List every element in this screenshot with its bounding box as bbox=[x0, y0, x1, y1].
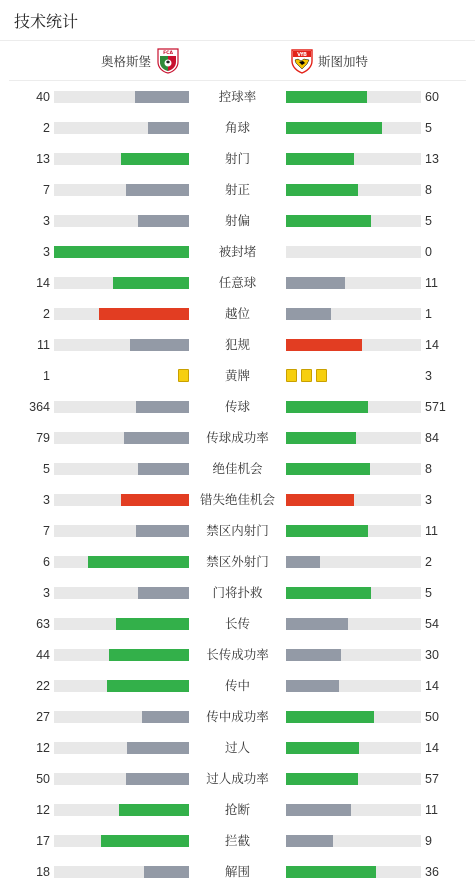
away-stat-value: 3 bbox=[425, 493, 432, 507]
stat-row bbox=[0, 428, 475, 448]
away-stat-value: 1 bbox=[425, 307, 432, 321]
away-stat-bar bbox=[286, 835, 333, 847]
away-stat-value: 57 bbox=[425, 772, 439, 786]
stat-row bbox=[0, 831, 475, 851]
home-stat-value: 3 bbox=[43, 214, 50, 228]
home-stat-value: 22 bbox=[36, 679, 50, 693]
home-stat-bar bbox=[135, 91, 189, 103]
stat-row bbox=[0, 335, 475, 355]
stat-row bbox=[0, 273, 475, 293]
away-stat-bar-track bbox=[286, 153, 421, 165]
stat-label: 长传成功率 bbox=[206, 648, 269, 662]
home-team-name: 奥格斯堡 bbox=[100, 55, 151, 69]
away-stat-value: 14 bbox=[425, 741, 439, 755]
home-stat-value: 7 bbox=[43, 183, 50, 197]
home-stat-bar bbox=[136, 401, 189, 413]
home-stat-bar-track bbox=[54, 308, 189, 320]
away-stat-value: 11 bbox=[425, 276, 438, 290]
stat-row bbox=[0, 800, 475, 820]
home-stat-bar bbox=[121, 494, 189, 506]
home-stat-bar-track bbox=[54, 711, 189, 723]
home-stat-bar-track bbox=[54, 742, 189, 754]
away-stat-bar-track bbox=[286, 308, 421, 320]
away-stat-value: 50 bbox=[425, 710, 439, 724]
home-stat-bar-track bbox=[54, 91, 189, 103]
home-stat-bar bbox=[136, 525, 189, 537]
home-stat-bar-track bbox=[54, 432, 189, 444]
away-stat-bar-track bbox=[286, 525, 421, 537]
home-stat-value: 13 bbox=[36, 152, 50, 166]
stat-label: 射正 bbox=[224, 183, 250, 197]
away-stat-bar-track bbox=[286, 649, 421, 661]
away-stat-value: 84 bbox=[425, 431, 439, 445]
stat-label: 错失绝佳机会 bbox=[199, 493, 275, 507]
home-stat-bar-track bbox=[54, 649, 189, 661]
home-stat-bar bbox=[124, 432, 189, 444]
stat-row bbox=[0, 397, 475, 417]
stat-row bbox=[0, 180, 475, 200]
home-stat-bar bbox=[130, 339, 189, 351]
away-stat-bar bbox=[286, 153, 354, 165]
away-stat-bar-track bbox=[286, 866, 421, 878]
away-stat-bar bbox=[286, 556, 320, 568]
stat-row bbox=[0, 459, 475, 479]
home-stat-bar bbox=[127, 742, 189, 754]
away-stat-bar bbox=[286, 215, 371, 227]
away-stat-bar bbox=[286, 804, 351, 816]
away-stat-value: 11 bbox=[425, 803, 438, 817]
away-stat-bar-track bbox=[286, 246, 421, 258]
home-stat-value: 79 bbox=[36, 431, 50, 445]
away-stat-bar-track bbox=[286, 494, 421, 506]
teams-bar bbox=[9, 41, 466, 81]
away-stat-value: 8 bbox=[425, 462, 432, 476]
stat-label: 抢断 bbox=[224, 803, 250, 817]
stat-row bbox=[0, 521, 475, 541]
away-stat-bar bbox=[286, 618, 348, 630]
away-stat-bar bbox=[286, 277, 345, 289]
stat-label: 过人 bbox=[224, 741, 250, 755]
away-stat-bar bbox=[286, 866, 376, 878]
home-stat-bar bbox=[126, 184, 189, 196]
stat-row bbox=[0, 862, 475, 882]
stat-label: 传中成功率 bbox=[206, 710, 269, 724]
stat-label: 传球成功率 bbox=[206, 431, 269, 445]
home-stat-bar bbox=[142, 711, 189, 723]
stat-label: 禁区外射门 bbox=[206, 555, 269, 569]
away-stat-bar bbox=[286, 339, 362, 351]
home-stat-bar-track bbox=[54, 556, 189, 568]
stats-header bbox=[0, 0, 475, 41]
away-stat-value: 3 bbox=[425, 369, 432, 383]
away-stat-bar-track bbox=[286, 277, 421, 289]
home-stat-bar bbox=[107, 680, 189, 692]
home-stat-value: 40 bbox=[36, 90, 50, 104]
away-stat-value: 5 bbox=[425, 586, 432, 600]
away-stat-bar bbox=[286, 773, 358, 785]
stat-row bbox=[0, 366, 475, 386]
away-stat-bar-track bbox=[286, 184, 421, 196]
home-stat-bar-track bbox=[54, 835, 189, 847]
home-stat-value: 3 bbox=[43, 586, 50, 600]
away-stat-bar-track bbox=[286, 804, 421, 816]
away-stat-value: 14 bbox=[425, 338, 439, 352]
away-stat-bar-track bbox=[286, 401, 421, 413]
away-stat-value: 30 bbox=[425, 648, 439, 662]
stat-label: 角球 bbox=[224, 121, 250, 135]
augsburg-crest-icon bbox=[157, 48, 179, 74]
away-yellow-cards bbox=[286, 369, 331, 383]
home-stat-bar bbox=[101, 835, 189, 847]
home-stat-value: 12 bbox=[36, 803, 50, 817]
stat-label: 门将扑救 bbox=[212, 586, 263, 600]
away-stat-bar bbox=[286, 494, 354, 506]
away-team-name: 斯图加特 bbox=[318, 55, 369, 69]
stat-row bbox=[0, 645, 475, 665]
home-stat-bar-track bbox=[54, 184, 189, 196]
away-stat-value: 9 bbox=[425, 834, 432, 848]
home-stat-bar-track bbox=[54, 153, 189, 165]
home-stat-value: 1 bbox=[43, 369, 50, 383]
home-stat-bar-track bbox=[54, 339, 189, 351]
stat-row bbox=[0, 490, 475, 510]
stat-row bbox=[0, 676, 475, 696]
away-stat-value: 0 bbox=[425, 245, 432, 259]
home-stat-bar bbox=[113, 277, 189, 289]
away-stat-bar-track bbox=[286, 680, 421, 692]
away-stat-value: 571 bbox=[425, 400, 446, 414]
away-stat-bar bbox=[286, 649, 341, 661]
away-stat-bar bbox=[286, 184, 358, 196]
away-stat-value: 14 bbox=[425, 679, 439, 693]
away-stat-bar-track bbox=[286, 587, 421, 599]
stat-row bbox=[0, 242, 475, 262]
home-stat-value: 14 bbox=[36, 276, 50, 290]
home-stat-bar-track bbox=[54, 215, 189, 227]
home-stat-bar bbox=[138, 463, 189, 475]
home-stat-bar-track bbox=[54, 246, 189, 258]
away-stat-value: 5 bbox=[425, 121, 432, 135]
home-stat-bar-track bbox=[54, 587, 189, 599]
away-stat-bar-track bbox=[286, 122, 421, 134]
home-stat-value: 11 bbox=[37, 338, 50, 352]
stat-label: 拦截 bbox=[224, 834, 250, 848]
stat-row bbox=[0, 769, 475, 789]
home-stat-bar-track bbox=[54, 277, 189, 289]
stat-label: 射偏 bbox=[224, 214, 250, 228]
home-stat-bar bbox=[148, 122, 189, 134]
home-stat-value: 7 bbox=[43, 524, 50, 538]
away-stat-bar bbox=[286, 432, 356, 444]
home-stat-bar bbox=[116, 618, 189, 630]
home-stat-bar bbox=[119, 804, 189, 816]
home-stat-value: 3 bbox=[43, 245, 50, 259]
away-stat-value: 13 bbox=[425, 152, 439, 166]
home-yellow-cards bbox=[174, 369, 189, 383]
page-title: 技术统计 bbox=[14, 13, 79, 31]
away-stat-bar-track bbox=[286, 618, 421, 630]
stat-label: 禁区内射门 bbox=[206, 524, 269, 538]
away-stat-bar bbox=[286, 122, 382, 134]
away-stat-value: 60 bbox=[425, 90, 439, 104]
home-stat-bar bbox=[109, 649, 189, 661]
away-stat-bar-track bbox=[286, 432, 421, 444]
home-stat-value: 12 bbox=[36, 741, 50, 755]
away-stat-bar-track bbox=[286, 215, 421, 227]
stat-row bbox=[0, 87, 475, 107]
away-stat-bar-track bbox=[286, 773, 421, 785]
yellow-card-icon bbox=[178, 369, 189, 382]
stat-label: 解围 bbox=[224, 865, 250, 879]
away-stat-value: 2 bbox=[425, 555, 432, 569]
stat-row bbox=[0, 149, 475, 169]
home-stat-bar bbox=[138, 587, 189, 599]
away-stat-bar-track bbox=[286, 711, 421, 723]
away-stat-bar bbox=[286, 91, 367, 103]
home-stat-value: 63 bbox=[36, 617, 50, 631]
away-stat-bar bbox=[286, 711, 374, 723]
home-stat-bar-track bbox=[54, 680, 189, 692]
home-team[interactable] bbox=[101, 41, 179, 81]
stat-row bbox=[0, 211, 475, 231]
stuttgart-crest-icon bbox=[291, 48, 313, 74]
home-stat-bar bbox=[121, 153, 189, 165]
away-team[interactable] bbox=[291, 41, 368, 81]
away-stat-bar-track bbox=[286, 463, 421, 475]
stat-row bbox=[0, 552, 475, 572]
away-stat-bar bbox=[286, 401, 368, 413]
stat-label: 传球 bbox=[224, 400, 250, 414]
away-stat-bar bbox=[286, 525, 368, 537]
away-stat-value: 8 bbox=[425, 183, 432, 197]
stat-label: 控球率 bbox=[218, 90, 257, 104]
stat-label: 绝佳机会 bbox=[212, 462, 263, 476]
home-stat-bar bbox=[144, 866, 189, 878]
stat-row bbox=[0, 707, 475, 727]
away-stat-bar-track bbox=[286, 339, 421, 351]
svg-text:VfB: VfB bbox=[297, 52, 307, 58]
home-stat-value: 364 bbox=[29, 400, 50, 414]
yellow-card-icon bbox=[316, 369, 327, 382]
home-stat-bar bbox=[88, 556, 189, 568]
stat-label: 被封堵 bbox=[218, 245, 257, 259]
home-stat-value: 17 bbox=[36, 834, 50, 848]
stat-row bbox=[0, 614, 475, 634]
away-stat-bar bbox=[286, 742, 359, 754]
stat-label: 过人成功率 bbox=[206, 772, 269, 786]
home-stat-bar-track bbox=[54, 525, 189, 537]
home-stat-value: 6 bbox=[43, 555, 50, 569]
home-stat-bar-track bbox=[54, 618, 189, 630]
home-stat-bar bbox=[138, 215, 189, 227]
home-stat-bar-track bbox=[54, 804, 189, 816]
home-stat-bar bbox=[99, 308, 189, 320]
home-stat-value: 2 bbox=[43, 121, 50, 135]
home-stat-bar-track bbox=[54, 463, 189, 475]
home-stat-value: 27 bbox=[36, 710, 50, 724]
away-stat-bar bbox=[286, 463, 370, 475]
stat-row bbox=[0, 738, 475, 758]
away-stat-bar-track bbox=[286, 556, 421, 568]
stat-label: 任意球 bbox=[218, 276, 257, 290]
away-stat-value: 54 bbox=[425, 617, 439, 631]
home-stat-bar bbox=[126, 773, 189, 785]
stat-row bbox=[0, 304, 475, 324]
away-stat-value: 11 bbox=[425, 524, 438, 538]
home-stat-bar-track bbox=[54, 122, 189, 134]
svg-text:FCA: FCA bbox=[163, 51, 173, 57]
stat-label: 射门 bbox=[224, 152, 250, 166]
stat-label: 黄牌 bbox=[224, 369, 250, 383]
home-stat-bar-track bbox=[54, 773, 189, 785]
home-stat-bar-track bbox=[54, 494, 189, 506]
home-stat-value: 3 bbox=[43, 493, 50, 507]
stat-label: 长传 bbox=[224, 617, 250, 631]
home-stat-value: 2 bbox=[43, 307, 50, 321]
yellow-card-icon bbox=[286, 369, 297, 382]
home-stat-value: 50 bbox=[36, 772, 50, 786]
away-stat-bar bbox=[286, 308, 331, 320]
home-stat-bar-track bbox=[54, 401, 189, 413]
away-stat-bar-track bbox=[286, 835, 421, 847]
away-stat-value: 36 bbox=[425, 865, 439, 879]
stat-label: 犯规 bbox=[224, 338, 250, 352]
away-stat-bar-track bbox=[286, 91, 421, 103]
away-stat-value: 5 bbox=[425, 214, 432, 228]
stat-row bbox=[0, 118, 475, 138]
yellow-card-icon bbox=[301, 369, 312, 382]
home-stat-bar bbox=[54, 246, 189, 258]
stat-label: 传中 bbox=[224, 679, 250, 693]
stat-row bbox=[0, 583, 475, 603]
home-stat-value: 18 bbox=[36, 865, 50, 879]
home-stat-value: 5 bbox=[43, 462, 50, 476]
away-stat-bar-track bbox=[286, 742, 421, 754]
home-stat-bar-track bbox=[54, 866, 189, 878]
away-stat-bar bbox=[286, 680, 339, 692]
home-stat-value: 44 bbox=[36, 648, 50, 662]
stat-label: 越位 bbox=[224, 307, 250, 321]
away-stat-bar bbox=[286, 587, 371, 599]
